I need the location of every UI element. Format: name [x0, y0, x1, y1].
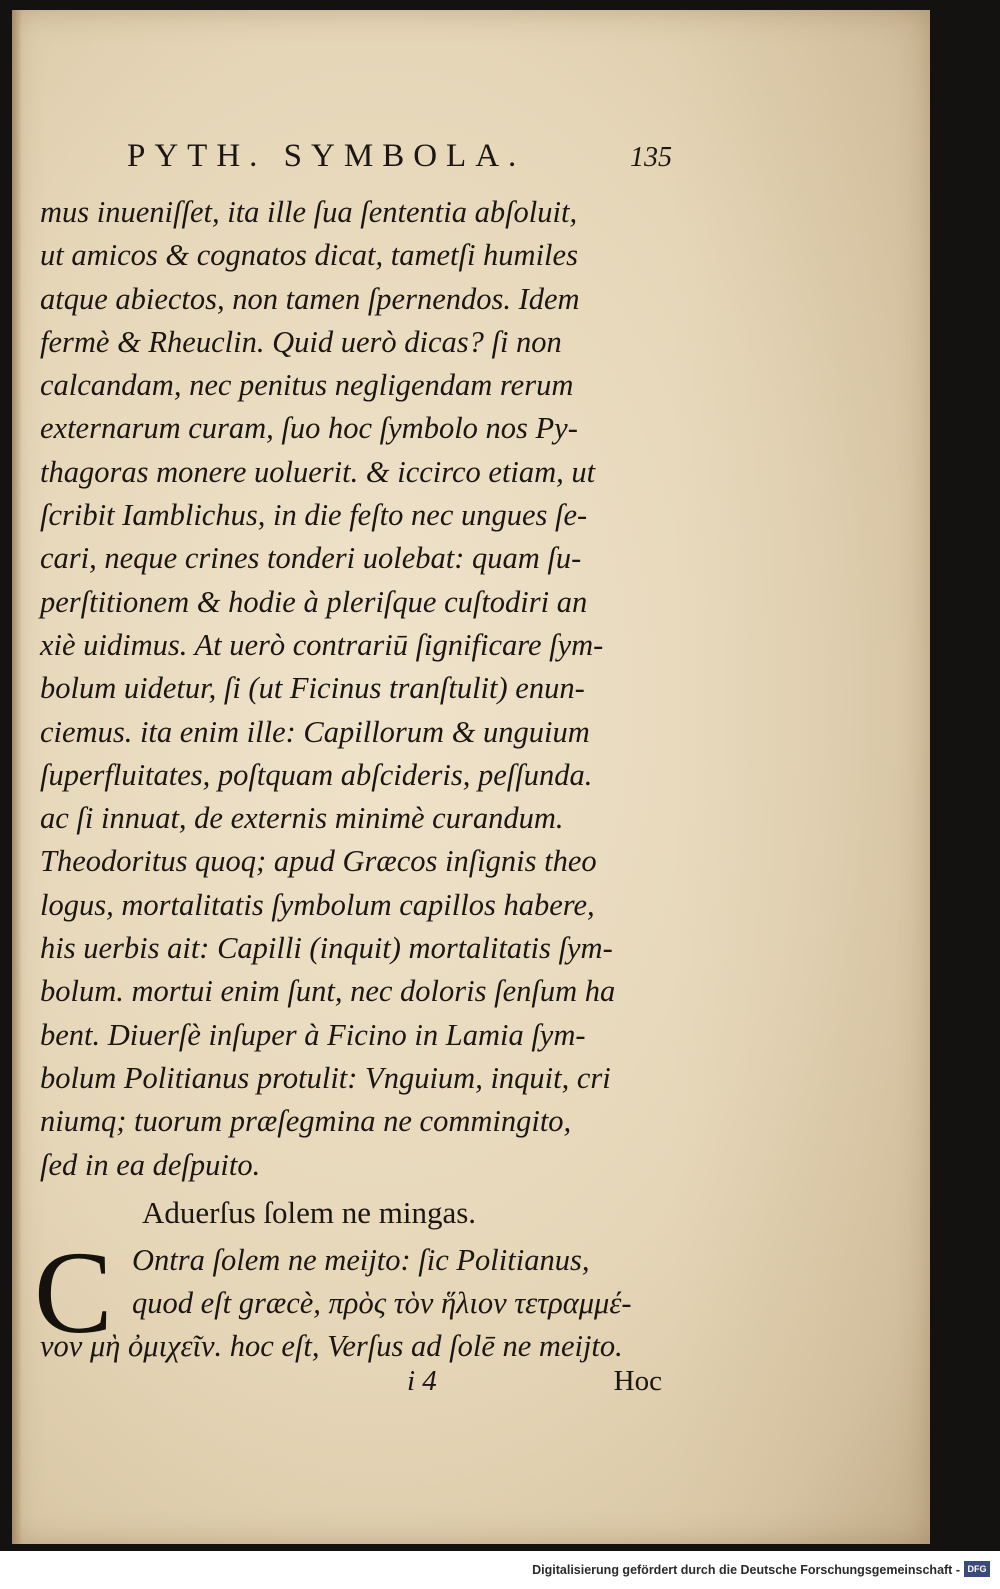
text-line: mus inueniſſet, ita ille ſua ſententia abſoluit, [40, 195, 578, 229]
text-line: bent. Diuerſè inſuper à Ficino in Lamia ſym- [40, 1017, 586, 1052]
catchword-line [407, 1365, 662, 1398]
page-edge-shadow [12, 10, 22, 1544]
text-line: bolum. mortui enim ſunt, nec doloris ſenſum ha [40, 974, 616, 1009]
book-page [12, 10, 930, 1544]
section-paragraph [34, 1226, 672, 1369]
text-line: externarum curam, ſuo hoc ſymbolo nos Py- [40, 411, 578, 446]
text-line: ſuperfluitates, poſtquam abſcideris, peſſunda. [40, 757, 593, 792]
text-line: cari, neque crines tonderi uolebat: quam ſu- [40, 541, 582, 576]
text-line: ciemus. ita enim ille: Capillorum & unguium [40, 714, 590, 749]
text-line: ac ſi innuat, de externis minimè curandum. [40, 801, 564, 836]
text-line: ſed in ea deſpuito. [40, 1147, 261, 1182]
signature-mark: i 4 [407, 1365, 437, 1397]
page-number: 135 [630, 142, 672, 173]
drop-initial-letter: C [34, 1226, 113, 1358]
section-text-line: Ontra ſolem ne meijto: ſic Politianus, [132, 1242, 590, 1277]
text-line: thagoras monere uoluerit. & iccirco etiam, ut [40, 454, 596, 489]
text-line: perſtitionem & hodie à pleriſque cuſtodiri an [40, 584, 588, 619]
text-line: Theodoritus quoq; apud Græcos inſignis theo [40, 844, 597, 879]
main-text-block [34, 191, 672, 1369]
section-text-line: quod eſt græcè, πρὸς τὸν ἥλιον τετραμμέ- [132, 1286, 632, 1321]
text-line: logus, mortalitatis ſymbolum capillos habere, [40, 887, 595, 922]
text-line: niumq; tuorum præſegmina ne commingito, [40, 1104, 572, 1139]
text-line: bolum uidetur, ſi (ut Ficinus tranſtulit) enun- [40, 671, 585, 706]
catchword: Hoc [613, 1365, 662, 1397]
text-line: bolum Politianus protulit: Vnguium, inquit, cri [40, 1060, 611, 1095]
body-paragraph [40, 191, 672, 1187]
text-line: atque abiectos, non tamen ſpernendos. Idem [40, 281, 580, 316]
running-title: PYTH. SYMBOLA. [127, 138, 526, 174]
footer-credit: Digitalisierung gefördert durch die Deutsche Forschungsgemeinschaft - [532, 1563, 960, 1577]
page-margin [672, 10, 930, 1544]
section-text-line: νον μὴ ὀμιχεῖν. hoc eſt, Verſus ad ſolē ne meijto. [40, 1329, 623, 1364]
running-head [127, 138, 672, 175]
text-line: ut amicos & cognatos dicat, tametſi humiles [40, 238, 578, 273]
text-line: ſcribit Iamblichus, in die feſto nec ungues ſe- [40, 498, 588, 533]
section-heading: Aduerſus ſolem ne mingas. [142, 1194, 477, 1230]
dfg-logo: DFG [964, 1561, 990, 1577]
text-line: xiè uidimus. At uerò contrariū ſignificare ſym- [40, 627, 604, 662]
text-line: fermè & Rheuclin. Quid uerò dicas? ſi non [40, 324, 562, 359]
text-line: his uerbis ait: Capilli (inquit) mortalitatis ſym- [40, 931, 613, 966]
text-line: calcandam, nec penitus negligendam rerum [40, 368, 574, 403]
